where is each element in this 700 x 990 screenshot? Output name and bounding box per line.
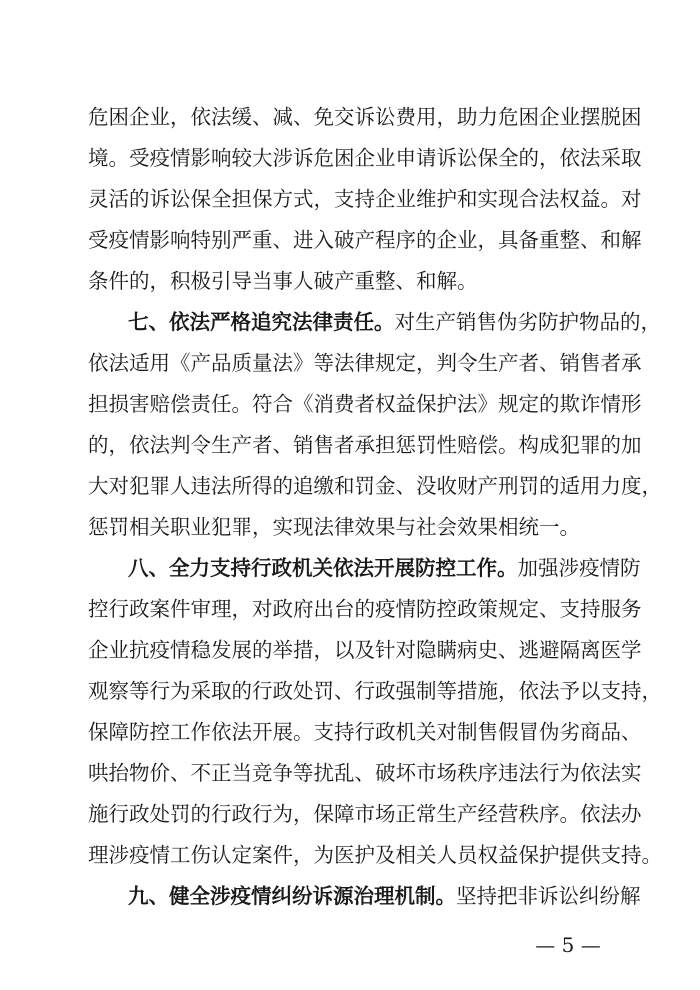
- body-line: 企业抗疫情稳发展的举措，以及针对隐瞒病史、逃避隔离医学: [88, 638, 642, 662]
- body-line: 惩罚相关职业犯罪，实现法律效果与社会效果相统一。: [88, 515, 580, 539]
- body-line: 担损害赔偿责任。符合《消费者权益保护法》规定的欺诈情形: [88, 392, 642, 416]
- section-text: 坚持把非诉讼纠纷解: [456, 884, 641, 908]
- body-line: 控行政案件审理，对政府出台的疫情防控政策规定、支持服务: [88, 597, 642, 621]
- body-line: 受疫情影响特别严重、进入破产程序的企业，具备重整、和解: [88, 228, 642, 252]
- section-heading-line: [128, 305, 661, 339]
- body-line: 保障防控工作依法开展。支持行政机关对制售假冒伪劣商品、: [88, 720, 642, 744]
- body-line: 大对犯罪人违法所得的追缴和罚金、没收财产刑罚的适用力度，: [88, 474, 662, 498]
- section-text: 对生产销售伪劣防护物品的，: [394, 310, 661, 334]
- section-text: 加强涉疫情防: [517, 556, 641, 580]
- body-line: 条件的，积极引导当事人破产重整、和解。: [88, 269, 478, 293]
- body-line: 施行政处罚的行政行为，保障市场正常生产经营秩序。依法办: [88, 802, 642, 826]
- section-heading-8: 八、全力支持行政机关依法开展防控工作。: [128, 556, 518, 580]
- section-heading-7: 七、依法严格追究法律责任。: [128, 310, 395, 334]
- body-line: 境。受疫情影响较大涉诉危困企业申请诉讼保全的，依法采取: [88, 146, 642, 170]
- body-line: 依法适用《产品质量法》等法律规定，判令生产者、销售者承: [88, 351, 642, 375]
- page-number: — 5 —: [535, 933, 601, 957]
- body-line: 理涉疫情工伤认定案件，为医护及相关人员权益保护提供支持。: [88, 843, 662, 867]
- body-line: 观察等行为采取的行政处罚、行政强制等措施，依法予以支持，: [88, 679, 662, 703]
- section-heading-9: 九、健全涉疫情纠纷诉源治理机制。: [128, 884, 456, 908]
- body-line: 灵活的诉讼保全担保方式，支持企业维护和实现合法权益。对: [88, 187, 642, 211]
- body-line: 危困企业，依法缓、减、免交诉讼费用，助力危困企业摆脱困: [88, 105, 642, 129]
- body-line: 的，依法判令生产者、销售者承担惩罚性赔偿。构成犯罪的加: [88, 433, 642, 457]
- body-line: 哄抬物价、不正当竞争等扰乱、破坏市场秩序违法行为依法实: [88, 761, 642, 785]
- section-heading-line: [128, 551, 641, 585]
- section-heading-line: [128, 879, 641, 913]
